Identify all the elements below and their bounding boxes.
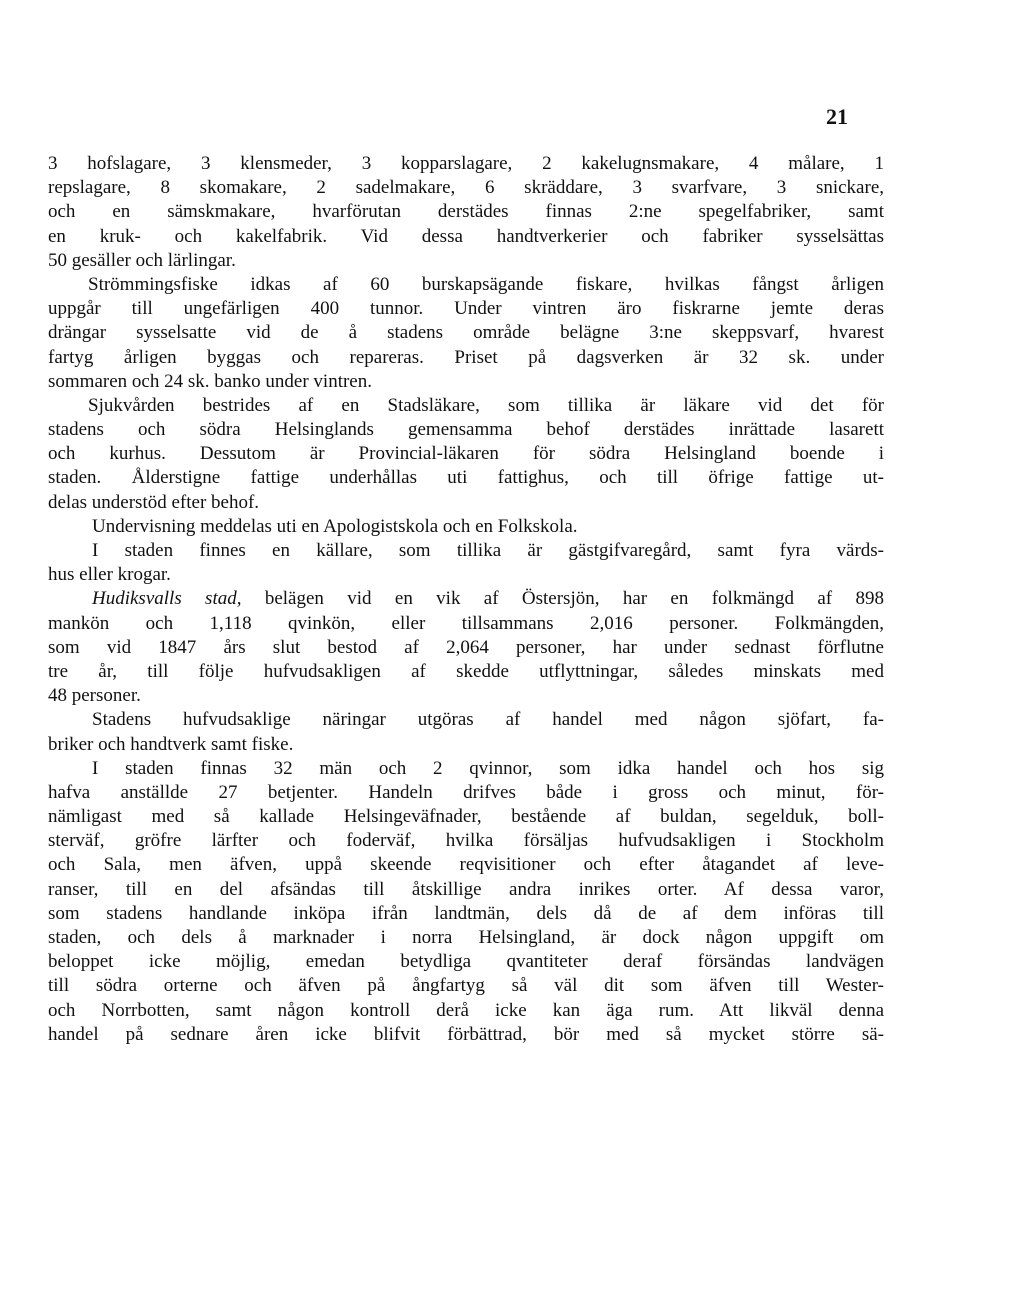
text-line: uppgår till ungefärligen 400 tunnor. Under vintren äro fiskrarne jemte deras: [48, 298, 884, 320]
text-line: Hudiksvalls stad, belägen vid en vik af Östersjön, har en folkmängd af 898: [92, 588, 884, 610]
text-line: hafva anställde 27 betjenter. Handeln drifves både i gross och minut, för-: [48, 781, 884, 803]
text-line: sommaren och 24 sk. banko under vintren.: [48, 370, 372, 392]
text-line: och Norrbotten, samt någon kontroll derå icke kan äga rum. Att likväl denna: [48, 999, 884, 1021]
text-line: 3 hofslagare, 3 klensmeder, 3 kopparslagare, 2 kakelugnsmakare, 4 målare, 1: [48, 153, 884, 174]
text-line: briker och handtverk samt fiske.: [48, 733, 294, 755]
text-line: Stadens hufvudsaklige näringar utgöras af handel med någon sjöfart, fa-: [92, 709, 884, 731]
text-line: hus eller krogar.: [48, 564, 171, 586]
text-line: beloppet icke möjlig, emedan betydliga qvantiteter deraf försändas landvägen: [48, 951, 884, 973]
text-line: Undervisning meddelas uti en Apologistskola och en Folkskola.: [92, 515, 578, 537]
page-number: 21: [826, 104, 848, 129]
text-line: mankön och 1,118 qvinkön, eller tillsammans 2,016 personer. Folkmängden,: [48, 612, 884, 634]
text-line: Strömmingsfiske idkas af 60 burskapsägande fiskare, hvilkas fångst årligen: [88, 273, 884, 295]
text-line: nämligast med så kallade Helsingeväfnader, bestående af buldan, segelduk, boll-: [48, 806, 884, 828]
text-line: repslagare, 8 skomakare, 2 sadelmakare, 6 skräddare, 3 svarfvare, 3 snickare,: [48, 177, 884, 199]
text-line: staden. Ålderstigne fattige underhållas uti fattighus, och till öfrige fattige ut-: [48, 467, 884, 489]
text-line: staden, och dels å marknader i norra Helsingland, är dock någon uppgift om: [48, 927, 884, 948]
text-line: som vid 1847 års slut bestod af 2,064 personer, har under sednast förflutne: [48, 636, 884, 658]
body-text: [48, 152, 884, 1047]
text-line: delas understöd efter behof.: [48, 491, 260, 513]
text-line: och kurhus. Dessutom är Provincial-läkaren för södra Helsingland boende i: [48, 443, 884, 465]
text-line: och Sala, men äfven, uppå skeende reqvisitioner och efter åtagandet af leve-: [48, 854, 884, 876]
text-line: till södra orterne och äfven på ångfartyg så väl dit som äfven till Wester-: [48, 975, 884, 997]
text-line: I staden finnes en källare, som tillika är gästgifvaregård, samt fyra värds-: [92, 540, 884, 561]
text-line: sterväf, gröfre lärfter och foderväf, hvilka försäljas hufvudsakligen i Stockholm: [48, 830, 884, 852]
text-line: 50 gesäller och lärlingar.: [48, 249, 236, 271]
text-line: handel på sednare åren icke blifvit förbättrad, bör med så mycket större sä-: [48, 1023, 884, 1045]
text-line: I staden finnas 32 män och 2 qvinnor, som idka handel och hos sig: [92, 757, 884, 779]
text-line: som stadens handlande inköpa ifrån landtmän, dels då de af dem införas till: [48, 902, 884, 924]
text-line: 48 personer.: [48, 685, 141, 707]
text-line: stadens och södra Helsinglands gemensamma behof derstädes inrättade lasarett: [48, 419, 884, 441]
place-name: Hudiksvalls stad,: [92, 588, 242, 610]
text-line: drängar sysselsatte vid de å stadens område belägne 3:ne skeppsvarf, hvarest: [48, 322, 884, 344]
text-line: fartyg årligen byggas och repareras. Priset på dagsverken är 32 sk. under: [48, 346, 884, 368]
text-line: och en sämskmakare, hvarförutan derstädes finnas 2:ne spegelfabriker, samt: [48, 201, 884, 223]
text-line: tre år, till följe hufvudsakligen af skedde utflyttningar, således minskats med: [48, 660, 884, 682]
text-line: ranser, till en del afsändas till åtskillige andra inrikes orter. Af dessa varor,: [48, 878, 884, 900]
text-line: en kruk- och kakelfabrik. Vid dessa handtverkerier och fabriker sysselsättas: [48, 225, 884, 247]
text-line: Sjukvården bestrides af en Stadsläkare, som tillika är läkare vid det för: [88, 394, 884, 416]
